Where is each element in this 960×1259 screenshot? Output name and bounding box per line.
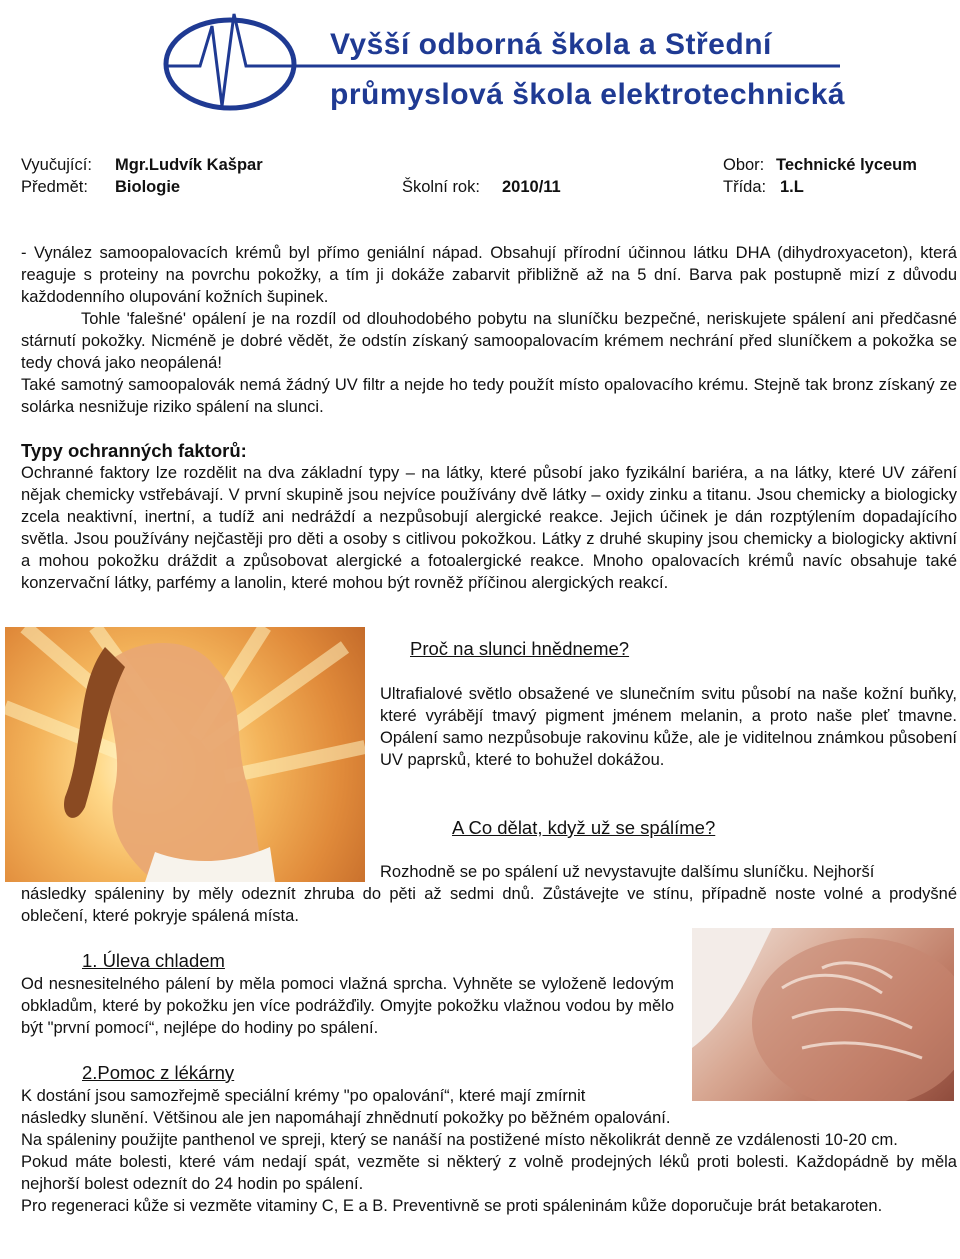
- burn-heading: A Co dělat, když už se spálíme?: [452, 817, 716, 838]
- tan-heading: Proč na slunci hnědneme?: [410, 638, 630, 659]
- relief-paragraph: [21, 973, 674, 1039]
- class-value: 1.L: [780, 178, 804, 196]
- relief-text: Od nesnesitelného pálení by měla pomoci vlažná sprcha. Vyhněte se vyloženě ledovým obkladům, které by pokožku jen více podrážďily. Omyjte pokožku vlažnou vodou by mělo být "první pomocí“, nejlépe do hodiny po spálení.: [21, 975, 674, 1037]
- school-name-line1: Vyšší odborná škola a Střední: [330, 28, 772, 61]
- burn-first-line: Rozhodně se po spálení už nevystavujte dalšímu sluníčku. Nejhorší: [380, 863, 875, 881]
- intro-paragraph-1: - Vynález samoopalovacích krémů byl přímo geniální nápad. Obsahují přírodní účinnou látku DHA (dihydroxyaceton), která reaguje s proteiny na povrchu pokožky, a tím ji dokáže zabarvit přibližně až na 5 dní. Barva pak postupně mizí z důvodu každodenního olupování kožních šupinek.: [21, 244, 957, 306]
- factors-paragraph: [21, 462, 957, 594]
- pharmacy-section: [21, 1107, 957, 1217]
- tan-paragraph: [380, 683, 957, 771]
- year-value: 2010/11: [502, 178, 561, 196]
- pharmacy-paragraph-4: Pro regeneraci kůže si vezměte vitaminy C, E a B. Preventivně se proti spáleninám kůže doporučuje brát betakaroten.: [21, 1197, 883, 1215]
- subject-label: Předmět:: [21, 178, 88, 196]
- teacher-label: Vyučující:: [21, 156, 92, 174]
- tan-text: Ultrafialové světlo obsažené ve slunečním svitu působí na naše kožní buňky, které vyrábějí tmavý pigment jménem melanin, a proto naše pleť tmavne. Opálení samo nezpůsobuje rakovinu kůže, ale je viditelnou známkou působení UV paprsků, které to bohužel dokážou.: [380, 685, 957, 769]
- woman-silhouette: [5, 627, 365, 882]
- teacher-value: Mgr.Ludvík Kašpar: [115, 156, 263, 174]
- intro-paragraph-2: Tohle 'falešné' opálení je na rozdíl od dlouhodobého pobytu na sluníčku bezpečné, neriskujete spálení ani předčasné stárnutí pokožky. Nicméně je dobré vědět, že odstín získaný samoopalovacím krémem nechrání před sluníčkem a pokožka se tedy chová jako neopálená!: [21, 310, 957, 372]
- factors-text: Ochranné faktory lze rozdělit na dva základní typy – na látky, které působí jako fyzikální bariéra, a na látky, které UV záření nějak chemicky vstřebávají. V první skupině jsou nejvíce používány dvě látky – oxidy zinku a titanu. Jsou chemicky a biologicky zcela neaktivní, inertní, a tudíž ani nedráždí a nezpůsobují alergické reakce. Jejich účinek je dán rozptýlením dopadajícího světla. Jsou používány nejčastěji pro děti a osoby s citlivou pokožkou. Látky z druhé skupiny jsou chemicky a biologicky aktivní a mohou pokožku dráždit a způsobovat alergické a fotoalergické reakce. Mnoho opalovacích krémů navíc obsahuje také konzervační látky, parfémy a lanolin, které mohou být rovněž příčinou alergických reakcí.: [21, 464, 957, 592]
- school-name-line2: průmyslová škola elektrotechnická: [330, 78, 846, 111]
- pharmacy-heading: 2.Pomoc z lékárny: [82, 1062, 235, 1083]
- sunburned-skin-photo: [692, 928, 954, 1101]
- factors-heading: Typy ochranných faktorů:: [21, 440, 247, 461]
- class-label: Třída:: [723, 178, 767, 196]
- subject-value: Biologie: [115, 178, 181, 196]
- intro-section: [21, 242, 957, 418]
- intro-paragraph-3: Také samotný samoopalovák nemá žádný UV filtr a nejde ho tedy použít místo opalovacího krému. Stejně tak bronz získaný ze solárka nesnižuje riziko spálení na slunci.: [21, 376, 957, 416]
- tanning-woman-photo: [5, 627, 365, 882]
- field-value: Technické lyceum: [776, 156, 917, 174]
- burn-text: následky spáleniny by měly odeznít zhruba do pěti až sedmi dnů. Zůstávejte ve stínu, případně noste volné a prodyšné oblečení, které pokryje spálená místa.: [21, 885, 957, 925]
- pharmacy-line1: K dostání jsou samozřejmě speciální krémy "po opalování“, které mají zmírnit: [21, 1087, 586, 1105]
- year-label: Školní rok:: [402, 178, 480, 196]
- pharmacy-line2: následky slunění. Většinou ale jen napomáhají zhnědnutí pokožky po běžném opalování.: [21, 1109, 671, 1127]
- pharmacy-paragraph-2: Na spáleniny použijte panthenol ve spreji, který se nanáší na postižené místo několikrát denně ze vzdálenosti 10-20 cm.: [21, 1131, 898, 1149]
- peeling-skin-texture: [692, 928, 954, 1101]
- field-label: Obor:: [723, 156, 765, 174]
- burn-paragraph: [21, 883, 957, 927]
- relief-heading: 1. Úleva chladem: [82, 950, 225, 971]
- pharmacy-paragraph-3: Pokud máte bolesti, které vám nedají spát, vezměte si některý z volně prodejných léků proti bolesti. Každopádně by měla nejhorší bolest odeznít do 24 hodin po spálení.: [21, 1153, 957, 1193]
